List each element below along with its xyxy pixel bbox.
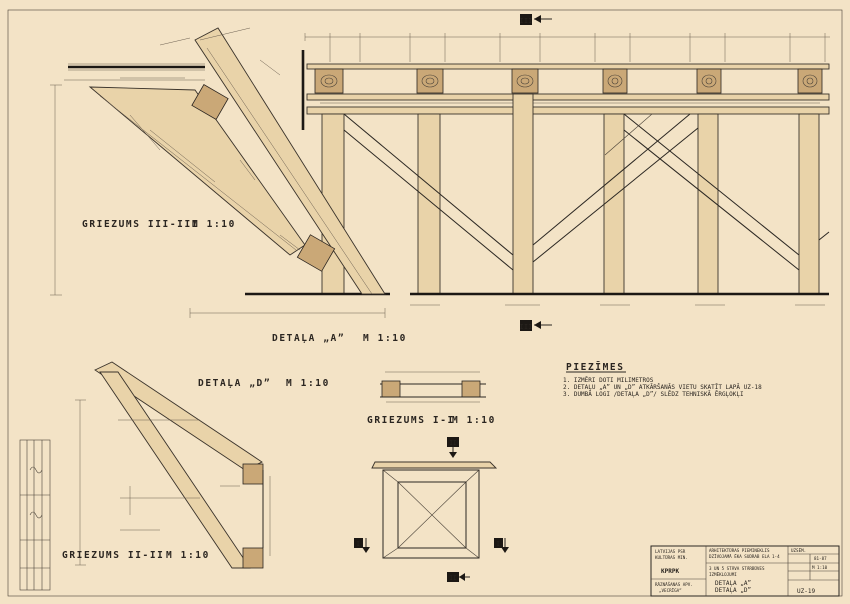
- tb-project-line4: IZMĒKLOJUMI: [709, 572, 737, 577]
- section-1-roman-left: I: [356, 541, 360, 548]
- detail-d-scale: M 1:10: [286, 378, 330, 389]
- tb-stage-label: UZSĒM.: [791, 548, 807, 553]
- section-1-left-block: [382, 381, 400, 397]
- window-frame-view: [354, 437, 509, 582]
- joist-logs: [315, 69, 822, 93]
- upper-horizontal-beam: [307, 94, 829, 100]
- section-1-label: GRIEZUMS I-I: [367, 415, 455, 426]
- tb-project-line1: ARHITEKTŪRAS PIEMINEKLIS: [709, 548, 770, 553]
- tb-scale: M 1:10: [812, 565, 828, 570]
- section-2-roman-bottom: II: [449, 575, 457, 582]
- section-1-scale: M 1:10: [452, 415, 496, 426]
- tb-year: 81-87: [814, 556, 827, 561]
- detail-a-scale: M 1:10: [363, 333, 407, 344]
- section-2-scale: M 1:10: [166, 550, 210, 561]
- revision-table: [20, 440, 50, 590]
- wood-grain: [321, 75, 817, 87]
- section-3-roman-top: III: [519, 17, 533, 25]
- section-3-marker-top: [520, 14, 552, 25]
- tb-project-line6: DETAĻA „D”: [715, 587, 752, 594]
- tb-sheet-no: UZ-19: [797, 588, 816, 595]
- tb-org-line1: LATVIJAS PSR: [655, 549, 686, 554]
- section-3-roman-bottom: III: [519, 323, 533, 331]
- window-head: [372, 462, 496, 468]
- edge-brace: [819, 232, 829, 240]
- tb-org-abbr: KPRPK: [661, 568, 680, 575]
- section-2-dimension-lines: [75, 400, 270, 565]
- section-2-log-bottom: [243, 548, 263, 568]
- tb-project-line3: 3 UN 5 STĀVA STĀRBŪVES: [709, 566, 765, 571]
- section-3-scale: M 1:10: [192, 219, 236, 230]
- section-2-log-top: [243, 464, 263, 484]
- notes-heading: PIEZĪMES: [566, 362, 625, 373]
- detail-d-title: [198, 378, 330, 389]
- detail-a-elevation: [245, 33, 830, 305]
- notes-item-2: 2. DETAĻU „A” UN „D” ATKĀRŠANĀS VIETU SKATĪT LAPĀ UZ-18: [563, 384, 762, 391]
- lower-horizontal-beam: [307, 107, 829, 114]
- title-block: [651, 546, 839, 596]
- detail-a-title: [272, 333, 407, 344]
- section-2-roman-top: II: [449, 440, 457, 447]
- diagonal-braces: [344, 114, 799, 270]
- section-1-roman-right: I: [496, 541, 500, 548]
- tb-org-line2: KULTŪRAS MIN.: [655, 555, 688, 560]
- section-1-view: [367, 372, 496, 426]
- top-rafter-beam: [307, 64, 829, 69]
- truss-posts: [322, 94, 819, 294]
- column-reference-lines: [330, 41, 825, 62]
- notes-item-3: 3. DUMBĀ LOGI /DETAĻA „D”/ SLĒDZ TEHNISKĀ ĒRGĻOKĻI: [563, 391, 744, 398]
- tb-org-line4: „VECRĪGA”: [659, 588, 682, 593]
- section-3-label: GRIEZUMS III-III: [82, 219, 200, 230]
- tb-project-line5: DETAĻA „A”: [715, 580, 752, 587]
- section-1-marker-left: [354, 538, 370, 553]
- tb-org-line3: RĀZNĀŠANAS APV.: [655, 582, 693, 587]
- notes-block: [563, 362, 762, 398]
- section-2-label: GRIEZUMS II-II: [62, 550, 165, 561]
- section-1-right-block: [462, 381, 480, 397]
- notes-item-1: 1. IZMĒRI DOTI MILIMETROS: [563, 377, 654, 384]
- section-3-marker-bottom: [520, 320, 552, 331]
- section-3-title: [82, 219, 236, 230]
- detail-a-label: DETAĻA „A”: [272, 333, 346, 344]
- tb-project-line2: DZĪVOJAMĀ ĒKA SUDRAB ELA 1-4: [709, 554, 780, 559]
- detail-d-label: DETAĻA „D”: [198, 378, 272, 389]
- section-2-view: [62, 362, 270, 568]
- section-2-strut: [100, 372, 250, 568]
- section-1-marker-right: [494, 538, 509, 553]
